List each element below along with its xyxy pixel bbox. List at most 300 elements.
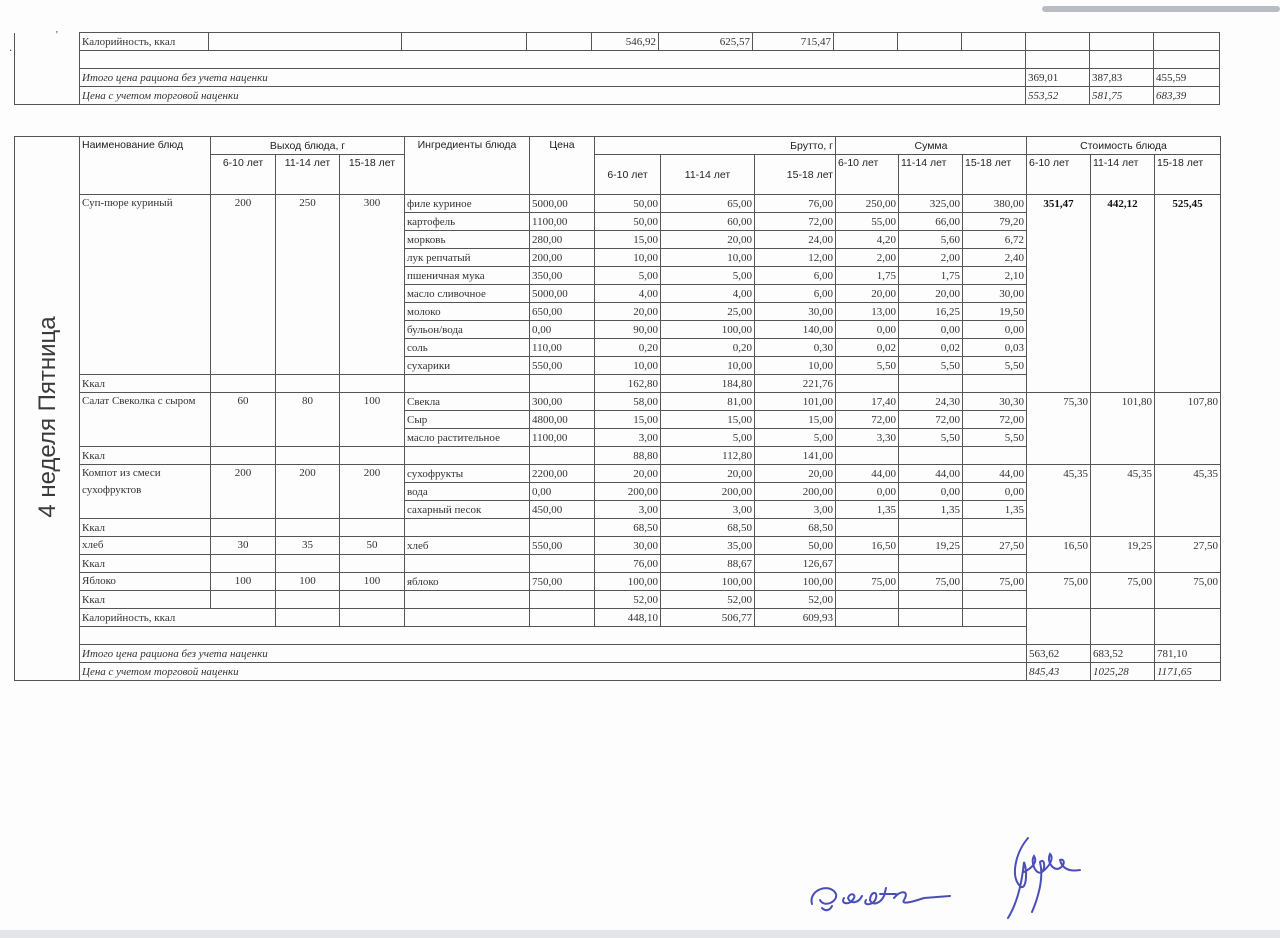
sum-value: 0,00	[963, 483, 1027, 501]
total-value: 387,83	[1090, 69, 1154, 87]
empty-cell	[1091, 321, 1155, 339]
ingredient-name: масло растительное	[405, 429, 530, 447]
dish-cost: 101,80	[1091, 393, 1155, 411]
menu-cost-table	[14, 136, 1221, 681]
gross-value: 35,00	[661, 537, 755, 555]
dish-yield: 35	[276, 537, 340, 555]
menu-body	[15, 195, 1221, 609]
dish-cost: 351,47	[1027, 195, 1091, 213]
empty-cell	[211, 375, 276, 393]
gross-value: 0,20	[595, 339, 661, 357]
header-ingredients: Ингредиенты блюда	[405, 137, 530, 195]
ingredient-name: Сыр	[405, 411, 530, 429]
sum-value: 1,75	[899, 267, 963, 285]
sum-value: 250,00	[836, 195, 899, 213]
gross-value: 100,00	[595, 573, 661, 591]
kcal-value: 88,67	[661, 555, 755, 573]
dish-yield: 200	[276, 465, 340, 519]
calories-value: 546,92	[592, 33, 659, 51]
sum-value: 17,40	[836, 393, 899, 411]
empty-cell	[1027, 591, 1091, 609]
total-value: 369,01	[1026, 69, 1090, 87]
empty-cell	[1155, 267, 1221, 285]
gross-value: 20,00	[661, 231, 755, 249]
ingredient-price: 280,00	[530, 231, 595, 249]
gross-value: 15,00	[661, 411, 755, 429]
ingredient-name: лук репчатый	[405, 249, 530, 267]
header-yield: Выход блюда, г	[211, 137, 405, 155]
markup-value: 581,75	[1090, 87, 1154, 105]
sum-value: 16,50	[836, 537, 899, 555]
gross-value: 3,00	[595, 429, 661, 447]
sum-value: 0,00	[899, 321, 963, 339]
empty-cell	[1155, 429, 1221, 447]
week-day-text: 4 неделя Пятница	[33, 315, 61, 518]
ingredient-name: пшеничная мука	[405, 267, 530, 285]
empty-cell	[836, 555, 899, 573]
empty-cell	[1027, 519, 1091, 537]
gross-value: 20,00	[755, 465, 836, 483]
empty-cell	[340, 591, 405, 609]
ingredient-price: 450,00	[530, 501, 595, 519]
empty-cell	[1027, 483, 1091, 501]
dish-yield: 100	[340, 573, 405, 591]
empty-cell	[1027, 501, 1091, 519]
dish-cost: 442,12	[1091, 195, 1155, 213]
empty-cell	[276, 555, 340, 573]
ingredient-price: 1100,00	[530, 429, 595, 447]
gross-value: 200,00	[595, 483, 661, 501]
empty-cell	[899, 519, 963, 537]
sum-value: 16,25	[899, 303, 963, 321]
dish-cost: 45,35	[1155, 465, 1221, 483]
sum-value: 27,50	[963, 537, 1027, 555]
empty-cell	[1091, 429, 1155, 447]
previous-day-totals-table	[14, 32, 1220, 105]
kcal-label: Ккал	[80, 519, 211, 537]
gross-value: 200,00	[755, 483, 836, 501]
empty-cell	[1155, 285, 1221, 303]
empty-cell	[276, 591, 340, 609]
empty-cell	[1155, 483, 1221, 501]
sum-value: 19,50	[963, 303, 1027, 321]
kcal-value: 162,80	[595, 375, 661, 393]
ingredient-row	[15, 195, 1221, 213]
sum-value: 5,50	[963, 357, 1027, 375]
empty-cell	[1027, 411, 1091, 429]
total-value: 683,52	[1091, 645, 1155, 663]
kcal-row	[15, 519, 1221, 537]
dish-cost: 27,50	[1155, 537, 1221, 555]
dish-yield: 100	[211, 573, 276, 591]
empty-cell	[1155, 249, 1221, 267]
empty-cell	[1155, 231, 1221, 249]
sum-value: 44,00	[836, 465, 899, 483]
dish-cost: 16,50	[1027, 537, 1091, 555]
gross-value: 6,00	[755, 267, 836, 285]
markup-label: Цена с учетом торговой наценки	[80, 87, 1026, 105]
header-price: Цена	[530, 137, 595, 195]
gross-value: 15,00	[595, 411, 661, 429]
empty-cell	[1155, 321, 1221, 339]
empty-cell	[1155, 375, 1221, 393]
sum-value: 0,00	[963, 321, 1027, 339]
header-cost: Стоимость блюда	[1027, 137, 1221, 155]
dish-cost: 75,00	[1027, 573, 1091, 591]
sum-value: 72,00	[963, 411, 1027, 429]
dish-cost: 75,00	[1155, 573, 1221, 591]
empty-cell	[1155, 303, 1221, 321]
gross-value: 10,00	[595, 357, 661, 375]
empty-cell	[1091, 411, 1155, 429]
dish-yield: 100	[276, 573, 340, 591]
kcal-label: Ккал	[80, 447, 211, 465]
gross-value: 10,00	[755, 357, 836, 375]
dish-yield: 250	[276, 195, 340, 375]
ingredient-price: 4800,00	[530, 411, 595, 429]
sum-value: 24,30	[899, 393, 963, 411]
gross-value: 58,00	[595, 393, 661, 411]
kcal-value: 112,80	[661, 447, 755, 465]
empty-cell	[963, 447, 1027, 465]
sum-value: 0,00	[836, 321, 899, 339]
kcal-label: Ккал	[80, 375, 211, 393]
total-value: 563,62	[1027, 645, 1091, 663]
total-label: Итого цена рациона без учета наценки	[80, 69, 1026, 87]
empty-cell	[899, 375, 963, 393]
kcal-row	[15, 555, 1221, 573]
ingredient-price: 0,00	[530, 321, 595, 339]
sum-value: 1,75	[836, 267, 899, 285]
kcal-row	[15, 447, 1221, 465]
empty-cell	[1027, 303, 1091, 321]
dish-name: Суп-пюре куриный	[80, 195, 211, 375]
empty-cell	[1027, 429, 1091, 447]
cost-age-11-14: 11-14 лет	[1091, 155, 1155, 195]
empty-cell	[899, 555, 963, 573]
signature-1	[800, 860, 970, 920]
kcal-label: Ккал	[80, 591, 211, 609]
empty-cell	[1091, 375, 1155, 393]
page-bottom-edge	[0, 930, 1280, 938]
gross-value: 10,00	[661, 357, 755, 375]
kcal-value: 184,80	[661, 375, 755, 393]
gross-value: 100,00	[755, 573, 836, 591]
empty-cell	[211, 591, 276, 609]
ingredient-name: молоко	[405, 303, 530, 321]
gross-age-15-18: 15-18 лет	[755, 155, 836, 195]
kcal-value: 76,00	[595, 555, 661, 573]
dish-cost: 45,35	[1027, 465, 1091, 483]
gross-value: 10,00	[661, 249, 755, 267]
empty-cell	[963, 555, 1027, 573]
empty-cell	[1155, 213, 1221, 231]
dish-yield: 100	[340, 393, 405, 447]
dish-yield: 30	[211, 537, 276, 555]
empty-cell	[836, 519, 899, 537]
dot-mark: ·	[9, 46, 13, 57]
sum-age-11-14: 11-14 лет	[899, 155, 963, 195]
sum-value: 2,00	[899, 249, 963, 267]
empty-cell	[530, 591, 595, 609]
sum-value: 55,00	[836, 213, 899, 231]
ingredient-name: яблоко	[405, 573, 530, 591]
empty-cell	[1091, 213, 1155, 231]
sum-value: 13,00	[836, 303, 899, 321]
empty-cell	[1027, 555, 1091, 573]
kcal-row	[15, 591, 1221, 609]
ingredient-price: 200,00	[530, 249, 595, 267]
sum-age-6-10: 6-10 лет	[836, 155, 899, 195]
sum-value: 1,35	[836, 501, 899, 519]
dish-yield: 200	[211, 465, 276, 519]
empty-cell	[405, 555, 530, 573]
empty-cell	[276, 519, 340, 537]
empty-cell	[1091, 357, 1155, 375]
sum-value: 19,25	[899, 537, 963, 555]
kcal-value: 126,67	[755, 555, 836, 573]
kcal-value: 221,76	[755, 375, 836, 393]
cost-age-15-18: 15-18 лет	[1155, 155, 1221, 195]
empty-cell	[1091, 519, 1155, 537]
ingredient-price: 2200,00	[530, 465, 595, 483]
empty-cell	[963, 591, 1027, 609]
calories-label: Калорийность, ккал	[80, 609, 276, 627]
ingredient-name: бульон/вода	[405, 321, 530, 339]
gross-value: 81,00	[661, 393, 755, 411]
sum-value: 4,20	[836, 231, 899, 249]
empty-cell	[1091, 249, 1155, 267]
empty-cell	[276, 375, 340, 393]
empty-cell	[1155, 411, 1221, 429]
ingredient-name: морковь	[405, 231, 530, 249]
empty-cell	[340, 555, 405, 573]
empty-cell	[211, 447, 276, 465]
ingredient-name: хлеб	[405, 537, 530, 555]
sum-value: 5,60	[899, 231, 963, 249]
empty-cell	[836, 375, 899, 393]
sum-value: 0,02	[836, 339, 899, 357]
header-gross: Брутто, г	[595, 137, 836, 155]
sum-value: 380,00	[963, 195, 1027, 213]
empty-cell	[405, 519, 530, 537]
ingredient-price: 650,00	[530, 303, 595, 321]
gross-value: 4,00	[661, 285, 755, 303]
sum-value: 1,35	[963, 501, 1027, 519]
ingredient-name: филе куриное	[405, 195, 530, 213]
kcal-value: 88,80	[595, 447, 661, 465]
dish-yield: 60	[211, 393, 276, 447]
dish-cost: 75,00	[1091, 573, 1155, 591]
empty-cell	[899, 591, 963, 609]
gross-value: 72,00	[755, 213, 836, 231]
sum-value: 44,00	[963, 465, 1027, 483]
sum-value: 66,00	[899, 213, 963, 231]
empty-cell	[276, 447, 340, 465]
empty-cell	[1027, 285, 1091, 303]
gross-value: 30,00	[755, 303, 836, 321]
empty-cell	[405, 447, 530, 465]
empty-cell	[340, 447, 405, 465]
gross-value: 10,00	[595, 249, 661, 267]
gross-value: 50,00	[595, 195, 661, 213]
empty-cell	[1091, 303, 1155, 321]
sum-value: 0,00	[899, 483, 963, 501]
ingredient-price: 1100,00	[530, 213, 595, 231]
sum-value: 5,50	[963, 429, 1027, 447]
dish-cost: 19,25	[1091, 537, 1155, 555]
ingredient-name: Свекла	[405, 393, 530, 411]
empty-cell	[1155, 339, 1221, 357]
sum-value: 79,20	[963, 213, 1027, 231]
empty-cell	[899, 447, 963, 465]
sum-value: 0,03	[963, 339, 1027, 357]
gross-value: 0,20	[661, 339, 755, 357]
ingredient-price: 5000,00	[530, 195, 595, 213]
tick-mark: '	[56, 30, 58, 41]
sum-value: 20,00	[899, 285, 963, 303]
sum-value: 75,00	[836, 573, 899, 591]
ingredient-name: вода	[405, 483, 530, 501]
ingredient-price: 550,00	[530, 357, 595, 375]
age-6-10: 6-10 лет	[211, 155, 276, 195]
empty-cell	[1027, 213, 1091, 231]
dish-name: хлеб	[80, 537, 211, 555]
empty-cell	[1155, 519, 1221, 537]
ingredient-name: масло сливочное	[405, 285, 530, 303]
empty-cell	[1091, 591, 1155, 609]
calories-value: 448,10	[595, 609, 661, 627]
calories-value: 715,47	[753, 33, 834, 51]
empty-cell	[530, 447, 595, 465]
empty-cell	[1091, 339, 1155, 357]
empty-cell	[1155, 501, 1221, 519]
week-day-label	[16, 137, 79, 696]
empty-cell	[530, 375, 595, 393]
sum-value: 2,00	[836, 249, 899, 267]
sum-value: 30,30	[963, 393, 1027, 411]
sum-age-15-18: 15-18 лет	[963, 155, 1027, 195]
gross-value: 30,00	[595, 537, 661, 555]
sum-value: 0,02	[899, 339, 963, 357]
empty-cell	[963, 519, 1027, 537]
ingredient-name: картофель	[405, 213, 530, 231]
sum-value: 2,10	[963, 267, 1027, 285]
empty-cell	[405, 375, 530, 393]
empty-cell	[1091, 555, 1155, 573]
dish-cost: 525,45	[1155, 195, 1221, 213]
sum-value: 6,72	[963, 231, 1027, 249]
gross-value: 15,00	[595, 231, 661, 249]
gross-value: 3,00	[661, 501, 755, 519]
kcal-value: 52,00	[755, 591, 836, 609]
empty-cell	[405, 591, 530, 609]
kcal-value: 52,00	[595, 591, 661, 609]
gross-value: 65,00	[661, 195, 755, 213]
ingredient-price: 300,00	[530, 393, 595, 411]
signature-2	[998, 832, 1088, 924]
empty-cell	[1027, 375, 1091, 393]
ingredient-name: соль	[405, 339, 530, 357]
sum-value: 3,30	[836, 429, 899, 447]
gross-value: 0,30	[755, 339, 836, 357]
cost-age-6-10: 6-10 лет	[1027, 155, 1091, 195]
total-label: Итого цена рациона без учета наценки	[80, 645, 1027, 663]
ingredient-name: сухарики	[405, 357, 530, 375]
markup-value: 683,39	[1154, 87, 1220, 105]
total-value: 781,10	[1155, 645, 1221, 663]
gross-value: 5,00	[661, 267, 755, 285]
empty-cell	[211, 519, 276, 537]
markup-label: Цена с учетом торговой наценки	[80, 663, 1027, 681]
gross-value: 50,00	[755, 537, 836, 555]
gross-value: 100,00	[661, 321, 755, 339]
sum-value: 5,50	[899, 357, 963, 375]
empty-cell	[1155, 357, 1221, 375]
age-11-14: 11-14 лет	[276, 155, 340, 195]
empty-cell	[1091, 447, 1155, 465]
sum-value: 5,50	[899, 429, 963, 447]
gross-value: 24,00	[755, 231, 836, 249]
kcal-row	[15, 375, 1221, 393]
ingredient-row	[15, 393, 1221, 411]
empty-cell	[340, 375, 405, 393]
gross-value: 60,00	[661, 213, 755, 231]
empty-cell	[1027, 357, 1091, 375]
ingredient-price: 5000,00	[530, 285, 595, 303]
calories-label: Калорийность, ккал	[80, 33, 209, 51]
empty-cell	[836, 447, 899, 465]
calories-value: 506,77	[661, 609, 755, 627]
gross-value: 76,00	[755, 195, 836, 213]
markup-value: 1025,28	[1091, 663, 1155, 681]
sum-value: 75,00	[899, 573, 963, 591]
gross-value: 6,00	[755, 285, 836, 303]
empty-cell	[1027, 267, 1091, 285]
empty-cell	[1091, 285, 1155, 303]
ingredient-price: 550,00	[530, 537, 595, 555]
sum-value: 44,00	[899, 465, 963, 483]
empty-cell	[1155, 591, 1221, 609]
horizontal-scrollbar[interactable]	[1042, 6, 1280, 12]
ingredient-name: сухофрукты	[405, 465, 530, 483]
ingredient-row	[15, 537, 1221, 555]
gross-age-6-10: 6-10 лет	[595, 155, 661, 195]
gross-value: 5,00	[595, 267, 661, 285]
markup-value: 1171,65	[1155, 663, 1221, 681]
empty-cell	[1027, 249, 1091, 267]
empty-cell	[1027, 321, 1091, 339]
gross-value: 4,00	[595, 285, 661, 303]
kcal-value: 68,50	[755, 519, 836, 537]
sum-value: 1,35	[899, 501, 963, 519]
sum-value: 30,00	[963, 285, 1027, 303]
empty-cell	[1091, 483, 1155, 501]
empty-cell	[1091, 231, 1155, 249]
empty-cell	[1091, 267, 1155, 285]
sum-value: 72,00	[836, 411, 899, 429]
gross-value: 25,00	[661, 303, 755, 321]
gross-value: 5,00	[661, 429, 755, 447]
gross-value: 12,00	[755, 249, 836, 267]
gross-value: 101,00	[755, 393, 836, 411]
empty-cell	[1027, 447, 1091, 465]
gross-value: 20,00	[661, 465, 755, 483]
total-value: 455,59	[1154, 69, 1220, 87]
empty-cell	[963, 375, 1027, 393]
gross-value: 20,00	[595, 303, 661, 321]
dish-yield: 200	[211, 195, 276, 375]
